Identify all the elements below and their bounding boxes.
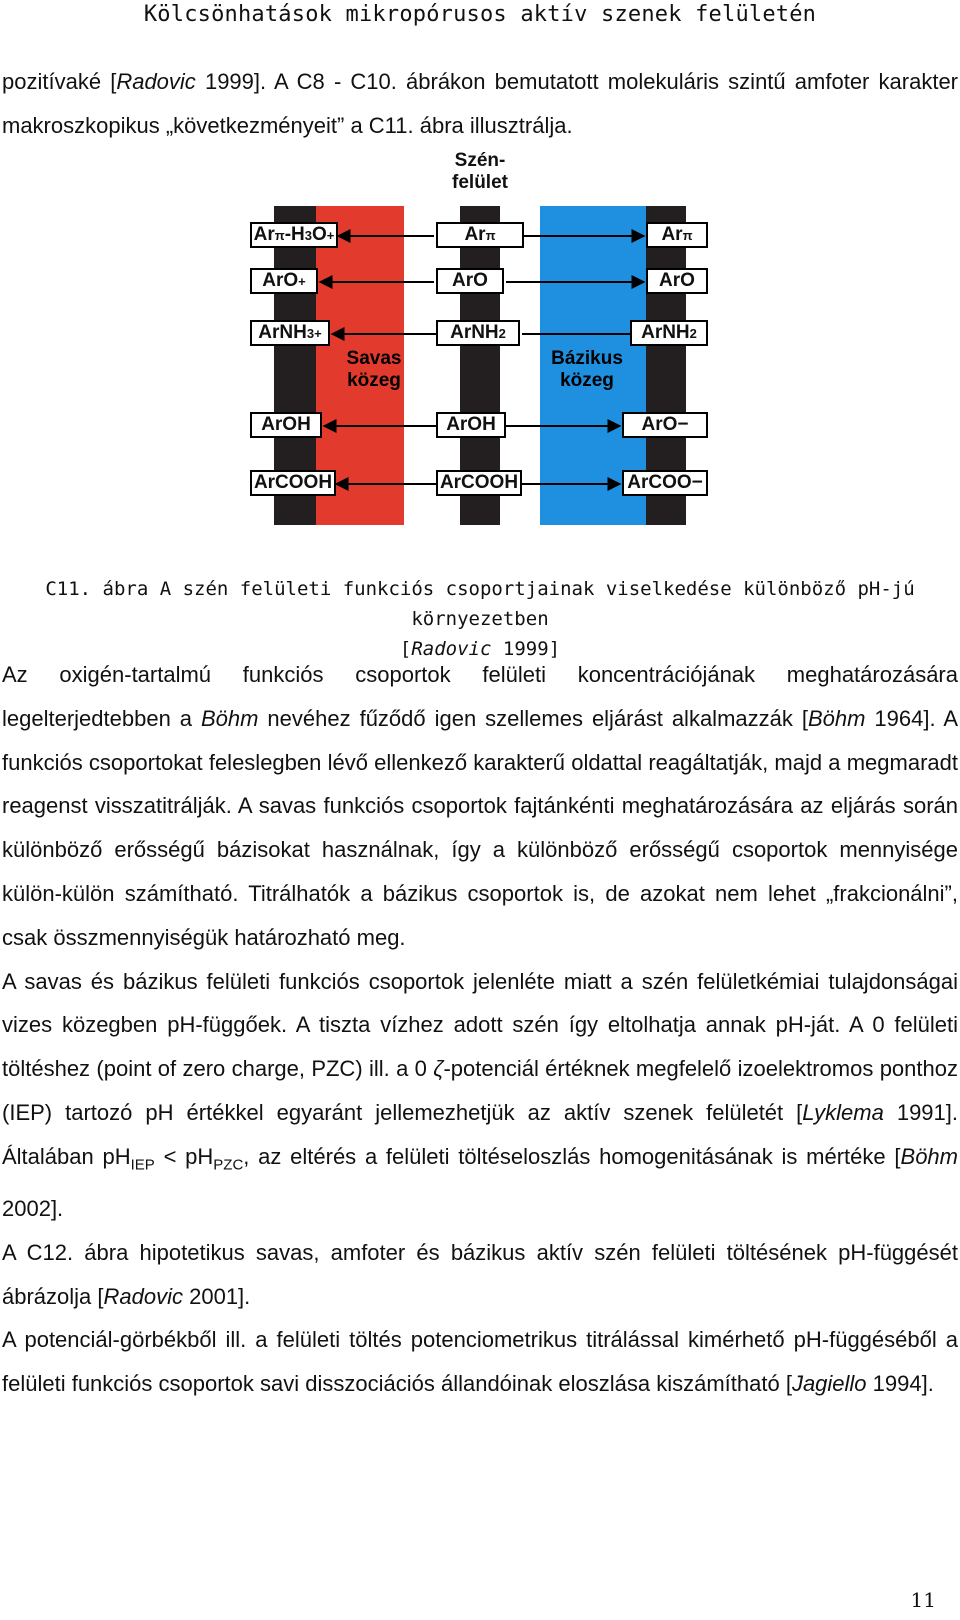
paragraph-3 [2,1231,958,1319]
citation-lyklema: Lyklema [802,1099,884,1125]
group-box-mid-row3: ArNH 2 [436,320,520,346]
group-box-mid-row2: ArO [436,268,504,294]
running-header: Kölcsönhatások mikropórusos aktív szenek felületén [143,2,817,27]
carbon-surface-label-line1: Szén- [454,150,506,171]
citation-bohm: Böhm [200,705,259,731]
group-box-right-row5: ArCOO− [622,470,708,496]
page-number: 11 [910,1588,936,1612]
zeta-symbol: ζ [433,1056,444,1082]
figure-caption [0,574,960,664]
base-medium-label [542,348,632,392]
citation-radovic-2001: Radovic [103,1283,183,1309]
citation-radovic: Radovic [116,69,196,94]
caption-bracket: [ [399,638,412,660]
p2-text-e: , az eltérés a felületi töltéseloszlás homogenitásának is mértéke [ [243,1143,901,1169]
body-text [2,653,958,1406]
acid-medium-label-line2: közeg [347,370,401,391]
paragraph-2 [2,960,958,1231]
group-box-right-row3: ArNH 2 [630,320,708,346]
group-box-mid-row5: ArCOOH [436,470,522,496]
group-box-left-row4: ArOH [250,412,322,438]
intro-paragraph [2,60,958,148]
citation-jagiello: Jagiello [791,1371,867,1397]
p2-text-a: A savas és bázikus felületi funkciós csoportok jelenléte miatt a szén felületkémiai tulajdonságai vizes közegben pH-függőek. A tiszta vízhez adott szén így eltolhatja annak pH-ját. A 0 felületi töltéshez (point of zero charge, PZC) ill. a 0 [2,968,958,1082]
acid-medium-label [334,348,414,392]
carbon-surface-label [430,150,530,194]
paragraph-4 [2,1318,958,1406]
p3-text-a: A C12. ábra hipotetikus savas, amfoter és bázikus aktív szén felületi töltésének pH-függését ábrázolja [ [2,1239,958,1309]
subscript-pzc: PZC [213,1156,244,1174]
group-box-mid-row4: ArOH [436,412,506,438]
group-box-right-row4: ArO− [622,412,708,438]
paragraph-1 [2,653,958,960]
p1-text-b: nevéhez fűződő igen szellemes eljárást alkalmazzák [ [258,705,808,731]
carbon-surface-label-line2: felület [452,172,508,193]
group-box-right-row1: Ar π [646,222,708,248]
group-box-left-row1: Ar π -H 3 O + [250,222,338,248]
group-box-mid-row1: Ar π [436,222,524,248]
figure-c11 [240,150,740,550]
acid-medium-label-line1: Savas [346,348,402,369]
base-medium-label-line2: közeg [560,370,614,391]
caption-citation: Radovic [411,638,492,660]
group-box-right-row2: ArO [646,268,708,294]
base-medium-label-line1: Bázikus [551,348,623,369]
p1-text-c: 1964]. A funkciós csoportokat feleslegben lévő ellenkező karakterű oldattal reagáltatják, majd a megmaradt reagenst visszatitrálják. A savas funkciós csoportok fajtánkénti meghatározására az eljárás során különböző erősségű bázisokat használnak, így a különböző erősségű csoportok mennyisége külön-külön számítható. Titrálhatók a bázikus csoportok is, de azokat nem lehet „frakcionálni”, csak összmennyiségük határozható meg. [2,705,958,950]
group-box-left-row5: ArCOOH [250,470,336,496]
caption-line-1: C11. ábra A szén felületi funkciós csoportjainak viselkedése különböző pH-jú környezetben [45,578,915,630]
p2-text-d: < pH [154,1143,214,1169]
citation-bohm-1964: Böhm [807,705,866,731]
p2-text-b: -potenciál értéknek megfelelő izoelektromos ponthoz (IEP) tartozó pH értékkel egyaránt jellemezhetjük az aktív szenek felületét [ [2,1056,958,1125]
p3-text-b: 2001]. [183,1283,251,1309]
intro-text-2: 1999]. A C8 - C10. ábrákon bemutatott molekuláris szintű amfoter karakter makroszkopikus „következményeit” a C11. ábra illusztrálja. [2,69,959,138]
p4-text-a: A potenciál-görbékből ill. a felületi töltés potenciometrikus titrálással kimérhető pH-függéséből a felületi funkciós csoportok savi disszociációs állandóinak eloszlása kiszámítható [ [2,1327,958,1397]
intro-text-1: pozitívaké [ [2,69,117,94]
caption-year: 1999] [491,638,561,660]
citation-bohm-2002: Böhm [900,1143,958,1169]
group-box-left-row3: ArNH 3 + [250,320,330,346]
p1-text-a: Az oxigén-tartalmú funkciós csoportok felületi koncentrációjának meghatározására legelterjedtebben a [2,662,958,731]
p4-text-b: 1994]. [866,1371,934,1397]
group-box-left-row2: ArO + [250,268,318,294]
p2-text-c: 1991]. Általában pH [2,1099,958,1169]
p2-text-f: 2002]. [2,1195,64,1221]
subscript-iep: IEP [130,1156,155,1174]
